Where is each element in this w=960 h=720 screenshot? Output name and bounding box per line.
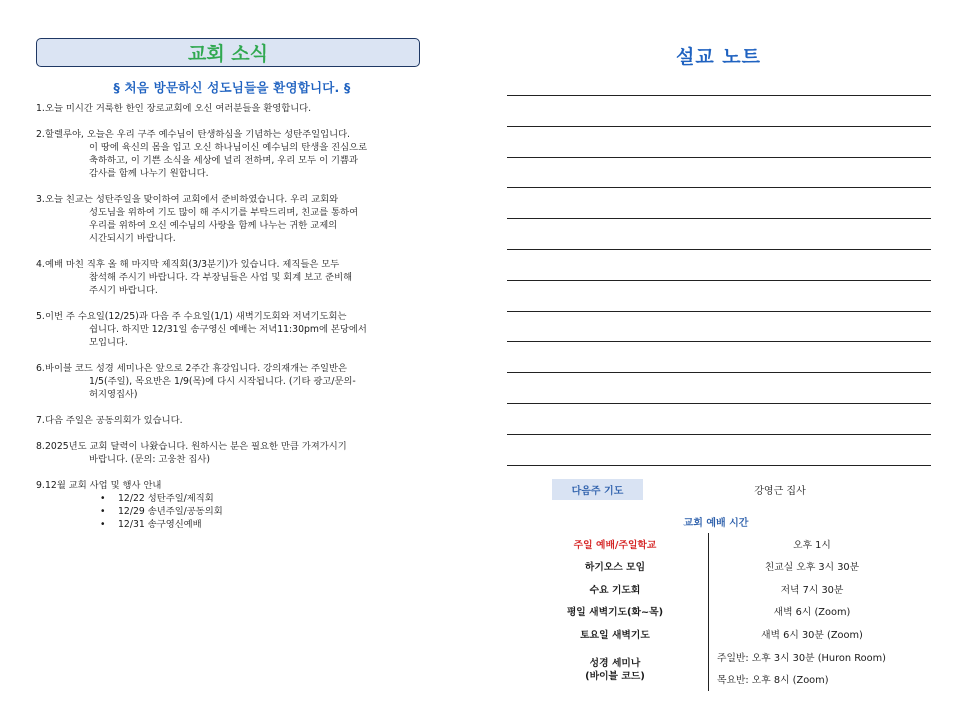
- schedule-label: 수요 기도회: [589, 585, 641, 596]
- schedule-label: 평일 새벽기도(화~목): [566, 607, 664, 618]
- news-item: [36, 258, 428, 297]
- seminar-label-sub: (바이블 코드): [585, 671, 645, 682]
- event-list: [45, 492, 428, 531]
- news-item: [36, 440, 428, 466]
- news-item-text: 이 땅에 육신의 몸을 입고 오신 하나님이신 예수님의 탄생을 진심으로: [89, 142, 368, 153]
- news-item-text: 쉽니다. 하지만 12/31일 송구영신 예배는 저녁11:30pm에 본당에서: [89, 324, 367, 335]
- news-item: [36, 414, 428, 427]
- news-item-number: 9.: [36, 480, 45, 491]
- news-item: [36, 362, 428, 401]
- schedule-time: 새벽 6시 (Zoom): [773, 607, 851, 618]
- schedule-time: 친교실 오후 3시 30분: [764, 562, 860, 573]
- news-item: [36, 193, 428, 245]
- schedule-divider: [708, 533, 709, 691]
- news-item-text: 할렐루야, 오늘은 우리 구주 예수님이 탄생하심을 기념하는 성탄주일입니다.: [45, 129, 351, 140]
- next-week-prayer-label: 다음주 기도: [552, 479, 643, 500]
- seminar-time-thursday: 목요반: 오후 8시 (Zoom): [717, 675, 829, 686]
- note-line: [507, 249, 931, 250]
- note-line: [507, 465, 931, 466]
- news-item-text: 오늘 친교는 성탄주일을 맞이하여 교회에서 준비하였습니다. 우리 교회와: [45, 194, 339, 205]
- bullet: •: [100, 506, 106, 517]
- news-item-text: 2025년도 교회 달력이 나왔습니다. 원하시는 분은 필요한 만큼 가져가시기: [45, 441, 347, 452]
- news-list: [36, 102, 428, 531]
- news-item-text: 축하하고, 이 기쁜 소식을 세상에 널리 전하며, 우리 모두 이 기쁨과: [89, 155, 358, 166]
- news-item-number: 1.: [36, 103, 45, 114]
- news-item-number: 7.: [36, 415, 45, 426]
- news-item: [36, 128, 428, 180]
- news-item-text: 오늘 미시간 거룩한 한인 장로교회에 오신 여러분들을 환영합니다.: [45, 103, 312, 114]
- news-item-number: 4.: [36, 259, 45, 270]
- news-item-text: 허지영집사): [89, 389, 138, 400]
- note-line: [507, 157, 931, 158]
- bullet: •: [100, 493, 106, 504]
- note-line: [507, 218, 931, 219]
- note-line: [507, 126, 931, 127]
- church-news-title: 교회 소식: [36, 38, 420, 67]
- note-line: [507, 280, 931, 281]
- note-line: [507, 403, 931, 404]
- schedule-time: 저녁 7시 30분: [780, 585, 844, 596]
- news-item-number: 6.: [36, 363, 45, 374]
- news-item-number: 3.: [36, 194, 45, 205]
- news-item-text: 성도님을 위하여 기도 많이 해 주시기를 부탁드리며, 친교를 통하여: [89, 207, 359, 218]
- news-item-text: 12월 교회 사업 및 행사 안내: [45, 480, 162, 491]
- bullet: •: [100, 519, 106, 530]
- event-list-item: [100, 492, 428, 505]
- news-item-text: 1/5(주일), 목요반은 1/9(목)에 다시 시작됩니다. (기타 광고/문의-: [89, 376, 356, 387]
- worship-schedule-title: 교회 예배 시간: [683, 518, 749, 529]
- sermon-notes-title: 설교 노트: [675, 46, 762, 68]
- news-item-text: 우리를 위하여 오신 예수님의 사랑을 함께 나누는 귀한 교제의: [89, 220, 338, 231]
- note-line: [507, 95, 931, 96]
- news-item-text: 바랍니다. (문의: 고웅찬 집사): [89, 454, 210, 465]
- note-line: [507, 372, 931, 373]
- news-item: [36, 102, 428, 115]
- event-text: 12/31 송구영신예배: [118, 519, 202, 530]
- seminar-time-sunday: 주일반: 오후 3시 30분 (Huron Room): [717, 653, 886, 664]
- news-item-text: 감사를 함께 나누기 원합니다.: [89, 168, 209, 179]
- schedule-label: 주일 예배/주일학교: [573, 540, 657, 551]
- news-item: [36, 310, 428, 349]
- church-news-section: [36, 38, 428, 544]
- schedule-time: 오후 1시: [793, 540, 831, 551]
- schedule-time: 새벽 6시 30분 (Zoom): [761, 630, 863, 641]
- news-item-text: 모입니다.: [89, 337, 128, 348]
- event-text: 12/29 송년주일/공동의회: [118, 506, 223, 517]
- welcome-message: § 처음 방문하신 성도님들을 환영합니다. §: [113, 80, 351, 95]
- news-item-text: 다음 주일은 공동의회가 있습니다.: [45, 415, 183, 426]
- note-line: [507, 311, 931, 312]
- news-item-text: 시간되시기 바랍니다.: [89, 233, 176, 244]
- event-list-item: [100, 518, 428, 531]
- news-item-text: 예배 마친 직후 올 해 마지막 제직회(3/3분기)가 있습니다. 제직들은 모두: [45, 259, 340, 270]
- note-line: [507, 341, 931, 342]
- note-line: [507, 434, 931, 435]
- news-item-text: 바이블 코드 성경 세미나은 앞으로 2주간 휴강입니다. 강의재개는 주일반은: [45, 363, 347, 374]
- next-week-prayer-name: 강영근 집사: [754, 486, 806, 497]
- schedule-label: 하기오스 모임: [584, 562, 646, 573]
- news-item-text: 참석해 주시기 바랍니다. 각 부장님들은 사업 및 회계 보고 준비해: [89, 272, 353, 283]
- news-item-number: 8.: [36, 441, 45, 452]
- schedule-label: 토요일 새벽기도: [580, 630, 650, 641]
- news-item: [36, 479, 428, 531]
- news-item-text: 주시기 바랍니다.: [89, 285, 158, 296]
- note-line: [507, 187, 931, 188]
- news-item-number: 5.: [36, 311, 45, 322]
- event-list-item: [100, 505, 428, 518]
- event-text: 12/22 성탄주일/제직회: [118, 493, 214, 504]
- seminar-label: 성경 세미나: [589, 658, 641, 669]
- news-item-number: 2.: [36, 129, 45, 140]
- news-item-text: 이번 주 수요일(12/25)과 다음 주 수요일(1/1) 새벽기도회와 저녁기도회는: [45, 311, 347, 322]
